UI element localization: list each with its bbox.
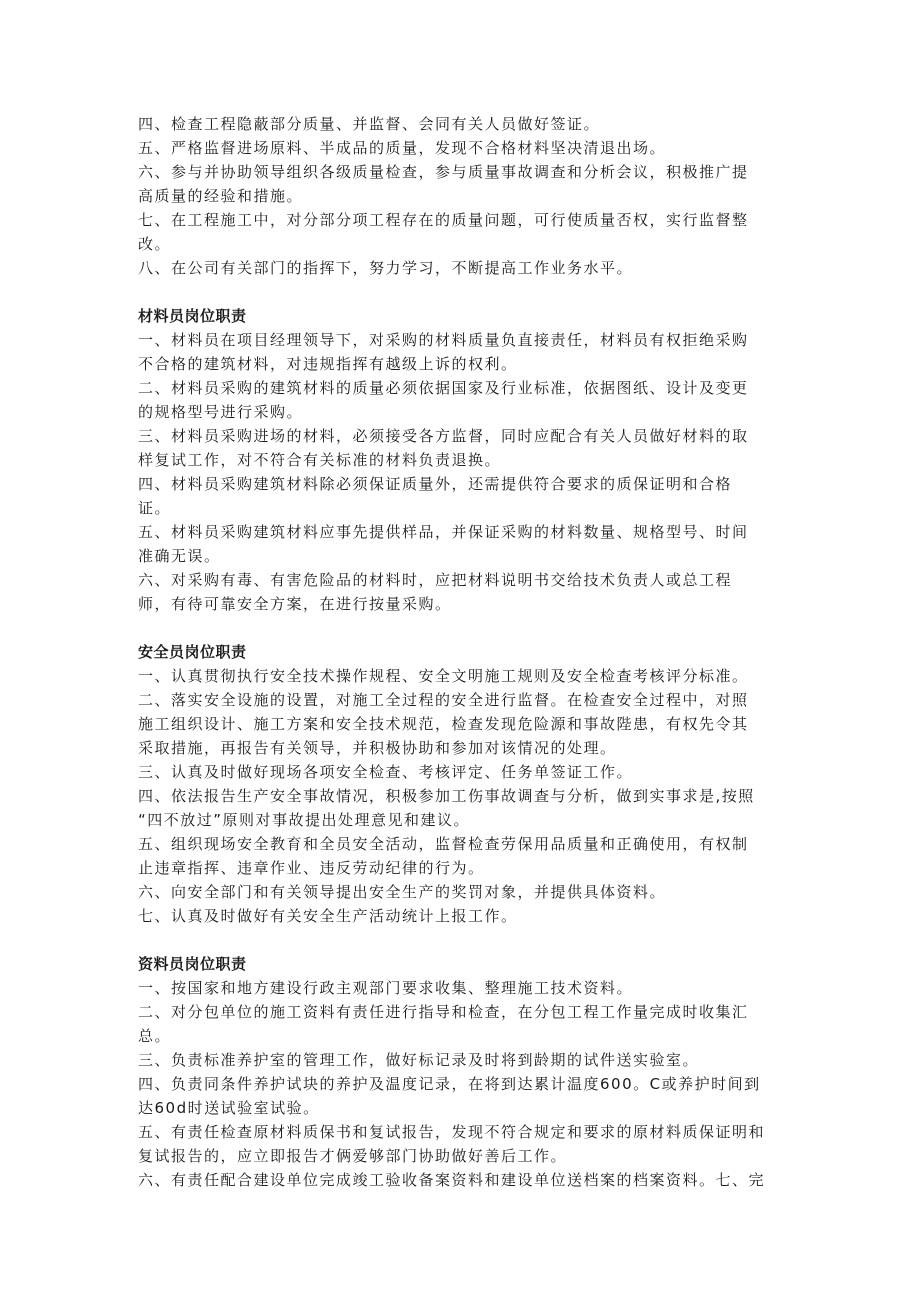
- text-line: 一、按国家和地方建设行政主观部门要求收集、整理施工技术资料。: [138, 979, 634, 997]
- text-line: 二、对分包单位的施工资料有责任进行指导和检查，在分包工程工作量完成时收集汇: [138, 1003, 749, 1021]
- text-line: 一、认真贯彻执行安全技术操作规程、安全文明施工规则及安全检查考核评分标准。: [138, 667, 749, 685]
- text-line: 不合格的建筑材料，对违规指挥有越级上诉的权利。: [138, 355, 518, 373]
- section-heading: 安全员岗位职责: [138, 643, 247, 661]
- text-line: 三、负责标准养护室的管理工作，做好标记录及时将到龄期的试件送实验室。: [138, 1051, 700, 1069]
- text-line: 施工组织设计、施工方案和安全技术规范，检查发现危险源和事故陛患，有权先令其: [138, 715, 749, 733]
- text-line: 准确无误。: [138, 547, 221, 565]
- text-line: 采取措施，再报告有关领导，并积极协助和参加对该情况的处理。: [138, 739, 617, 757]
- text-line: 改。: [138, 235, 172, 253]
- text-line: 五、严格监督进场原料、半成品的质量，发现不合格材料坚决清退出场。: [138, 139, 667, 157]
- text-line: 三、认真及时做好现场各项安全检查、考核评定、任务单签证工作。: [138, 763, 634, 781]
- text-line: 四、依法报告生产安全事故情况，积极参加工伤事故调查与分析，做到实事求是,按照: [138, 787, 755, 805]
- materials-section: [138, 304, 788, 616]
- text-line: 六、对采购有毒、有害危险品的材料时，应把材料说明书交给技术负责人或总工程: [138, 571, 733, 589]
- text-line: 四、材料员采购建筑材料除必须保证质量外，还需提供符合要求的质保证明和合格: [138, 475, 733, 493]
- text-line: 二、落实安全设施的设置，对施工全过程的安全进行监督。在检查安全过程中，对照: [138, 691, 749, 709]
- text-line: 六、参与并协助领导组织各级质量检查，参与质量事故调查和分析会议，积极推广提: [138, 163, 749, 181]
- text-line: 样复试工作，对不符合有关标准的材料负责退换。: [138, 451, 502, 469]
- records-section: [138, 952, 788, 1192]
- text-line: 五、组织现场安全教育和全员安全活动，监督检查劳保用品质量和正确使用，有权制: [138, 835, 749, 853]
- text-line: 证。: [138, 499, 172, 517]
- text-line: 七、在工程施工中，对分部分项工程存在的质量问题，可行使质量否权，实行监督整: [138, 211, 749, 229]
- text-line: 八、在公司有关部门的指挥下，努力学习，不断提高工作业务水平。: [138, 259, 634, 277]
- text-line: 的规格型号进行采购。: [138, 403, 304, 421]
- text-line: 止违章指挥、违章作业、违反劳动纪律的行为。: [138, 859, 485, 877]
- text-line: “四不放过”原则对事故提出处理意见和建议。: [138, 811, 471, 829]
- text-line: 六、有责任配合建设单位完成竣工验收备案资料和建设单位送档案的档案资料。七、完: [138, 1171, 766, 1189]
- text-line: 师，有待可靠安全方案，在进行按量采购。: [138, 595, 452, 613]
- quality-duties-continued: [138, 112, 788, 280]
- text-line: 七、认真及时做好有关安全生产活动统计上报工作。: [138, 907, 518, 925]
- section-heading: 材料员岗位职责: [138, 307, 247, 325]
- text-line: 一、材料员在项目经理领导下，对采购的材料质量负直接责任，材料员有权拒绝采购: [138, 331, 749, 349]
- document-page: [138, 112, 788, 1192]
- text-line: 四、检查工程隐蔽部分质量、并监督、会同有关人员做好签证。: [138, 115, 601, 133]
- text-line: 六、向安全部门和有关领导提出安全生产的奖罚对象，并提供具体资料。: [138, 883, 667, 901]
- text-line: 三、材料员采购进场的材料，必须接受各方监督，同时应配合有关人员做好材料的取: [138, 427, 749, 445]
- text-line: 达60d时送试验室试验。: [138, 1099, 320, 1117]
- text-line: 高质量的经验和措施。: [138, 187, 304, 205]
- text-line: 四、负责同条件养护试块的养护及温度记录，在将到达累计温度600。C或养护时间到: [138, 1075, 761, 1093]
- safety-section: [138, 640, 788, 928]
- section-heading: 资料员岗位职责: [138, 955, 247, 973]
- text-line: 二、材料员采购的建筑材料的质量必须依据国家及行业标准，依据图纸、设计及变更: [138, 379, 749, 397]
- text-line: 五、材料员采购建筑材料应事先提供样品，并保证采购的材料数量、规格型号、时间: [138, 523, 749, 541]
- text-line: 总。: [138, 1027, 172, 1045]
- text-line: 复试报告的，应立即报告才俩爱够部门协助做好善后工作。: [138, 1147, 568, 1165]
- text-line: 五、有责任检查原材料质保书和复试报告，发现不符合规定和要求的原材料质保证明和: [138, 1123, 766, 1141]
